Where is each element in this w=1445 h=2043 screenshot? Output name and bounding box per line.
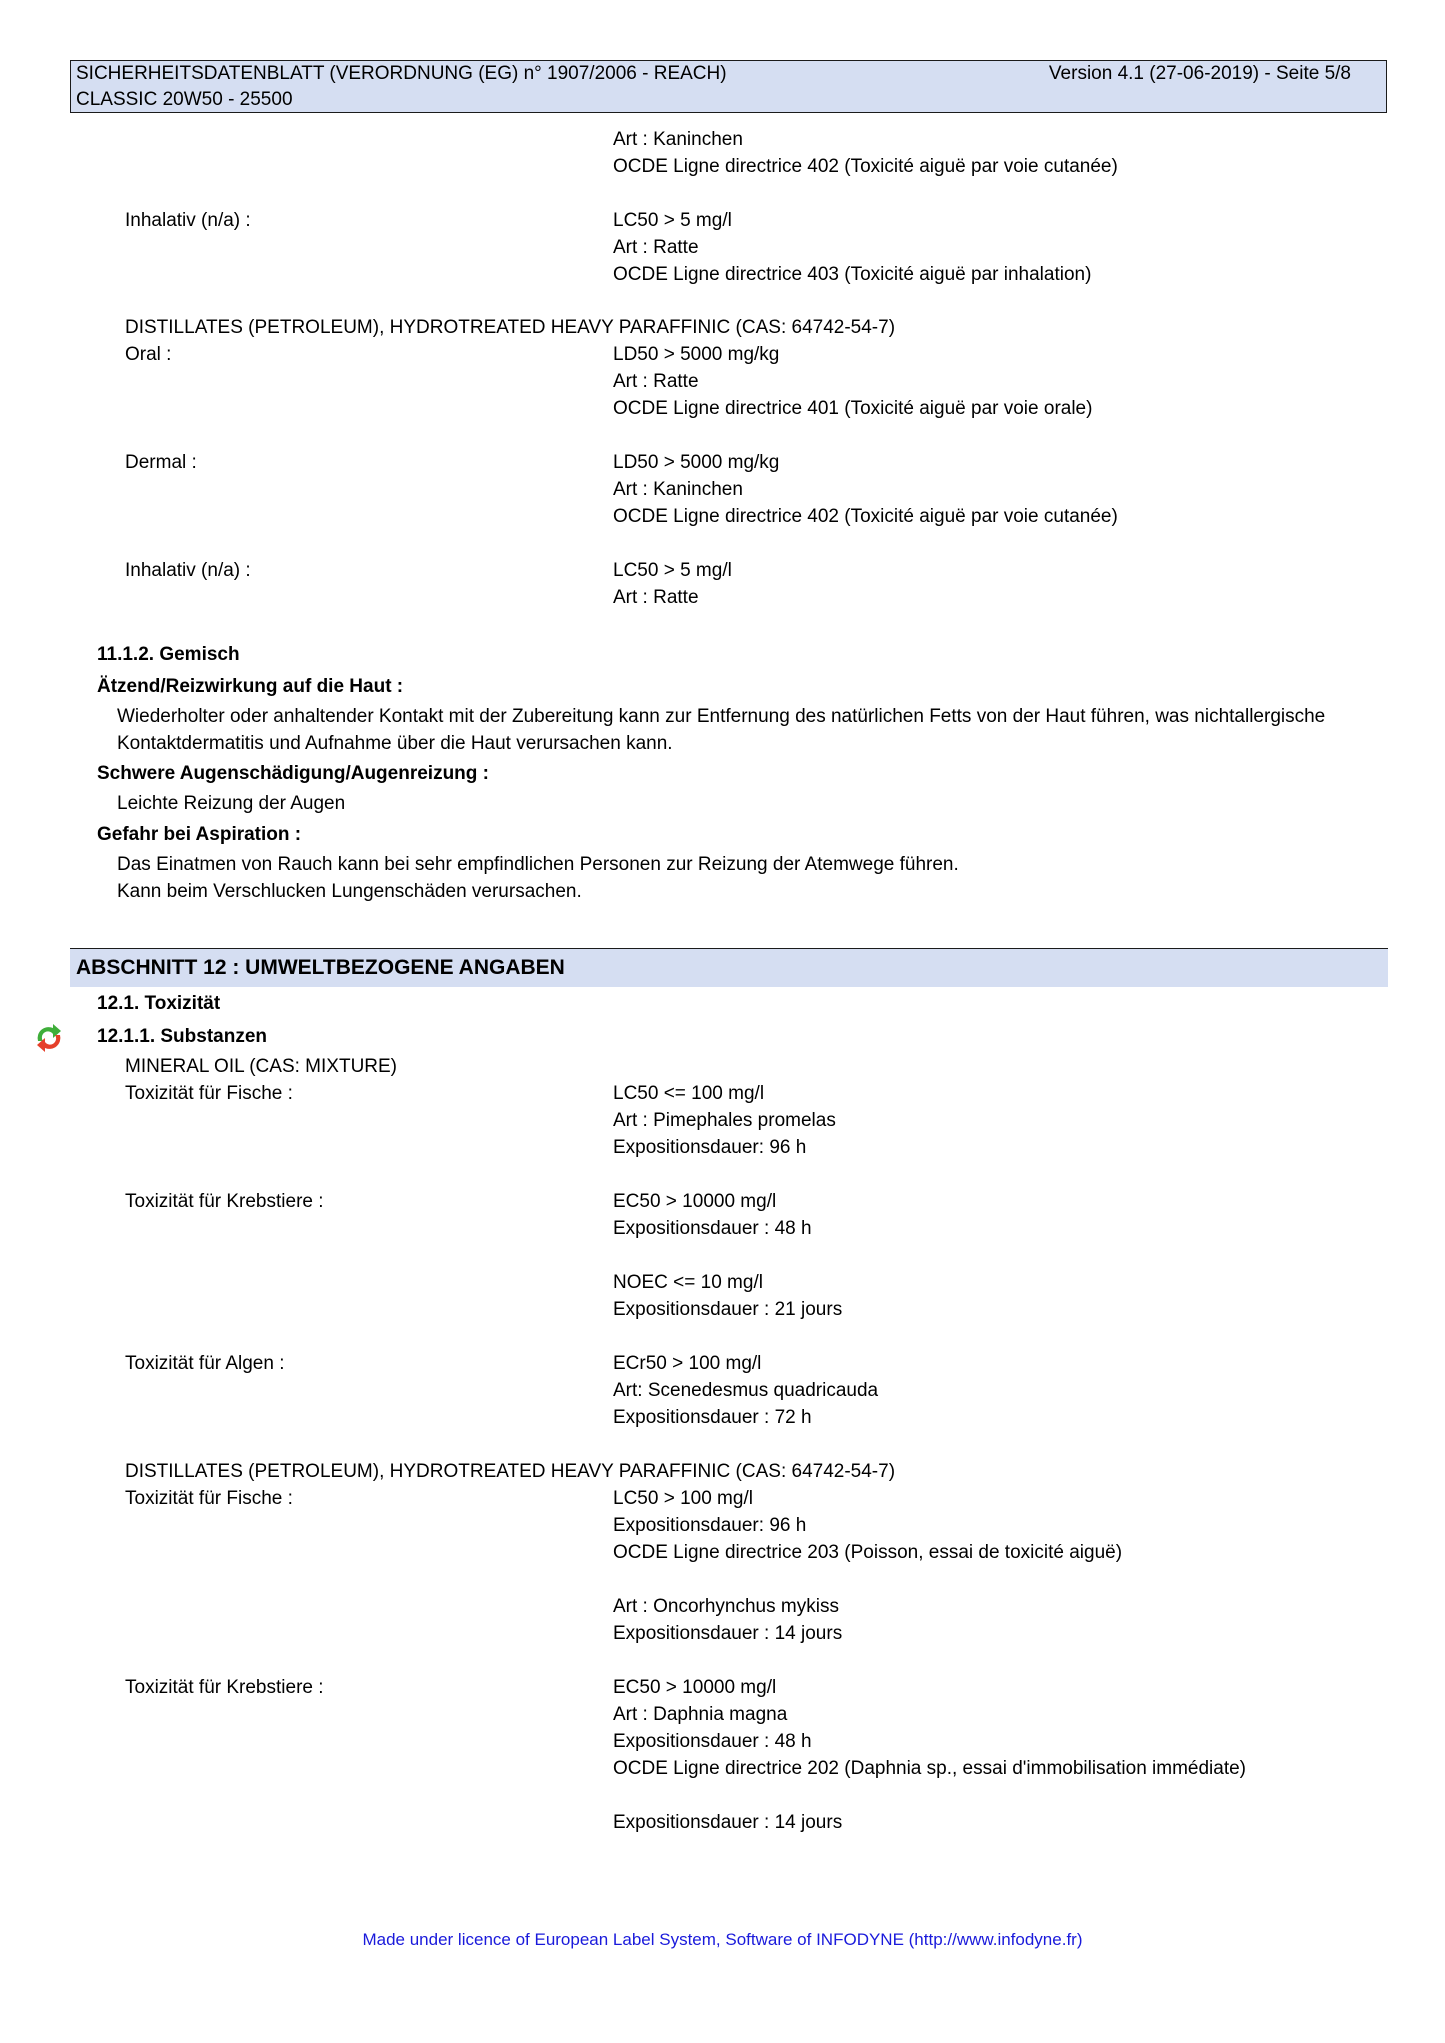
field-label: Inhalativ (n/a) : [125, 210, 251, 231]
value-line: Art : Oncorhynchus mykiss [613, 1596, 839, 1617]
field-label: Toxizität für Krebstiere : [125, 1191, 324, 1212]
paragraph-line: Wiederholter oder anhaltender Kontakt mit der Zubereitung kann zur Entfernung des natürlichen Fetts von der Haut führen, was nichtallergische [117, 706, 1326, 727]
value-line: Expositionsdauer : 14 jours [613, 1623, 843, 1644]
subsection-heading: 11.1.2. Gemisch [97, 644, 240, 665]
value-line: Art : Daphnia magna [613, 1704, 788, 1725]
header-title: SICHERHEITSDATENBLATT (VERORDNUNG (EG) n° 1907/2006 - REACH) [76, 63, 727, 84]
value-line: Expositionsdauer : 21 jours [613, 1299, 843, 1320]
document-header [70, 60, 1387, 113]
value-line: OCDE Ligne directrice 202 (Daphnia sp., essai d'immobilisation immédiate) [613, 1758, 1247, 1779]
value-line: Art : Ratte [613, 371, 699, 392]
subsection-heading: 12.1.1. Substanzen [97, 1026, 268, 1047]
value-line: OCDE Ligne directrice 402 (Toxicité aiguë par voie cutanée) [613, 506, 1118, 527]
substance-name: DISTILLATES (PETROLEUM), HYDROTREATED HEAVY PARAFFINIC (CAS: 64742-54-7) [125, 317, 896, 338]
value-line: LC50 <= 100 mg/l [613, 1083, 765, 1104]
value-line: OCDE Ligne directrice 402 (Toxicité aiguë par voie cutanée) [613, 156, 1118, 177]
header-product: CLASSIC 20W50 - 25500 [76, 89, 293, 110]
subsection-heading: Gefahr bei Aspiration : [97, 824, 302, 845]
value-line: Expositionsdauer: 96 h [613, 1515, 807, 1536]
update-arrows-icon [32, 1021, 66, 1055]
value-line: EC50 > 10000 mg/l [613, 1677, 777, 1698]
field-label: Inhalativ (n/a) : [125, 560, 251, 581]
value-line: Expositionsdauer : 72 h [613, 1407, 812, 1428]
field-label: Toxizität für Fische : [125, 1083, 293, 1104]
value-line: OCDE Ligne directrice 203 (Poisson, essai de toxicité aiguë) [613, 1542, 1123, 1563]
field-label: Toxizität für Algen : [125, 1353, 285, 1374]
value-line: OCDE Ligne directrice 403 (Toxicité aiguë par inhalation) [613, 264, 1092, 285]
paragraph-line: Kontaktdermatitis und Aufnahme über die Haut verursachen kann. [117, 733, 673, 754]
field-label: Oral : [125, 344, 172, 365]
substance-name: DISTILLATES (PETROLEUM), HYDROTREATED HEAVY PARAFFINIC (CAS: 64742-54-7) [125, 1461, 896, 1482]
field-label: Dermal : [125, 452, 197, 473]
section-header [70, 948, 1388, 987]
value-line: LD50 > 5000 mg/kg [613, 344, 780, 365]
value-line: EC50 > 10000 mg/l [613, 1191, 777, 1212]
subsection-heading: Schwere Augenschädigung/Augenreizung : [97, 763, 489, 784]
value-line: Art : Kaninchen [613, 129, 743, 150]
value-line: Art : Kaninchen [613, 479, 743, 500]
value-line: Art: Scenedesmus quadricauda [613, 1380, 879, 1401]
value-line: Art : Pimephales promelas [613, 1110, 836, 1131]
value-line: Art : Ratte [613, 237, 699, 258]
value-line: Expositionsdauer : 48 h [613, 1218, 812, 1239]
section-title: ABSCHNITT 12 : UMWELTBEZOGENE ANGABEN [76, 956, 565, 979]
paragraph-line: Leichte Reizung der Augen [117, 793, 346, 814]
value-line: OCDE Ligne directrice 401 (Toxicité aiguë par voie orale) [613, 398, 1093, 419]
value-line: Expositionsdauer: 96 h [613, 1137, 807, 1158]
paragraph-line: Kann beim Verschlucken Lungenschäden verursachen. [117, 881, 582, 902]
field-label: Toxizität für Fische : [125, 1488, 293, 1509]
field-label: Toxizität für Krebstiere : [125, 1677, 324, 1698]
value-line: LC50 > 5 mg/l [613, 560, 732, 581]
value-line: Expositionsdauer : 48 h [613, 1731, 812, 1752]
value-line: LC50 > 5 mg/l [613, 210, 732, 231]
value-line: Expositionsdauer : 14 jours [613, 1812, 843, 1833]
header-version: Version 4.1 (27-06-2019) - Seite 5/8 [1048, 63, 1351, 84]
value-line: Art : Ratte [613, 587, 699, 608]
subsection-heading: Ätzend/Reizwirkung auf die Haut : [97, 676, 404, 697]
paragraph-line: Das Einatmen von Rauch kann bei sehr empfindlichen Personen zur Reizung der Atemwege führen. [117, 854, 959, 875]
subsection-heading: 12.1. Toxizität [97, 993, 221, 1014]
substance-name: MINERAL OIL (CAS: MIXTURE) [125, 1056, 398, 1077]
footer-licence-link[interactable]: Made under licence of European Label System, Software of INFODYNE (http://www.infodyne.fr) [362, 1930, 1083, 1949]
value-line: LC50 > 100 mg/l [613, 1488, 753, 1509]
value-line: LD50 > 5000 mg/kg [613, 452, 780, 473]
value-line: NOEC <= 10 mg/l [613, 1272, 763, 1293]
value-line: ECr50 > 100 mg/l [613, 1353, 762, 1374]
